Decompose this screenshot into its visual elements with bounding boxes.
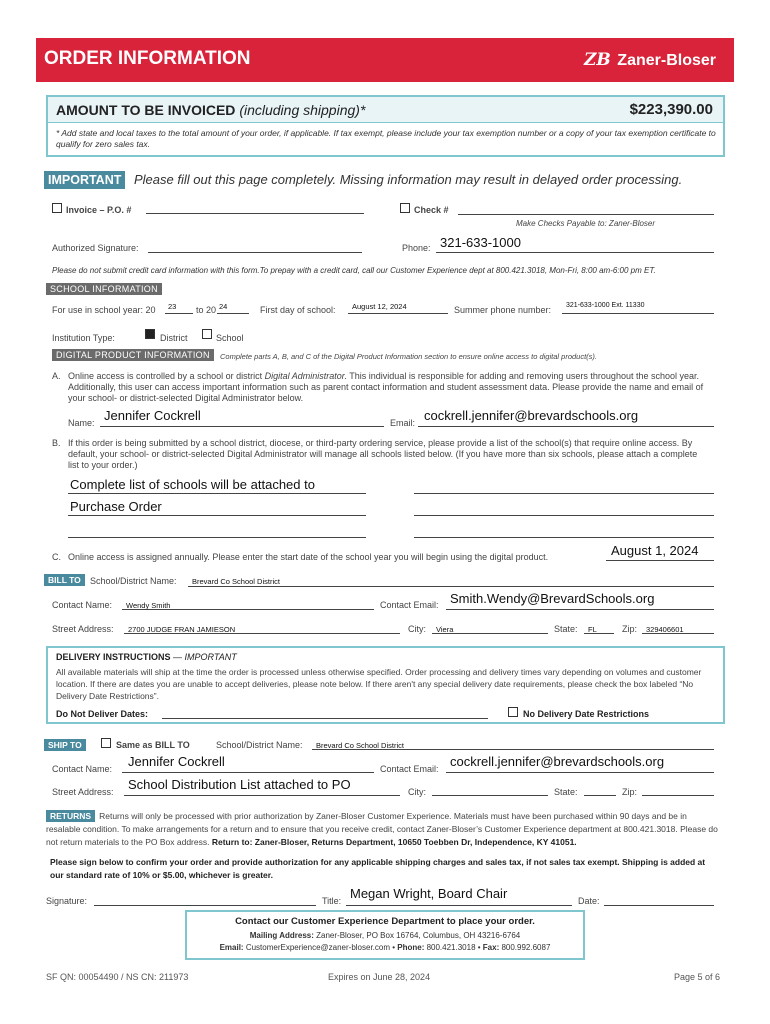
- important-text: Please fill out this page completely. Missing information may result in delayed order processing.: [134, 172, 683, 187]
- returns-text: [46, 810, 718, 849]
- bill-street-value: 2700 JUDGE FRAN JAMIESON: [128, 625, 236, 634]
- contact-line: [187, 943, 583, 952]
- signature-label: Authorized Signature:: [52, 243, 139, 253]
- school-list-entry-1: Complete list of schools will be attached to: [70, 477, 315, 492]
- district-checkbox[interactable]: [145, 329, 155, 339]
- amount-note: * Add state and local taxes to the total amount of your order, if applicable. If tax exempt, please include your tax exemption number or a copy of your tax exemption certificate to qualify for zero sales tax.: [56, 128, 716, 149]
- admin-name-field[interactable]: [100, 426, 384, 427]
- first-day-field[interactable]: [348, 313, 448, 314]
- part-a-text: [68, 371, 714, 404]
- bill-contact-label: Contact Name:: [52, 600, 113, 610]
- ship-contact-field[interactable]: [122, 772, 374, 773]
- credit-card-note: Please do not submit credit card information with this form.To prepay with a credit card, call our Customer Experience dept at 800.421.3018, Mon-Fri, 8:00 am-6:00 pm ET.: [52, 266, 656, 275]
- part-a-text-em: Digital Administrator.: [264, 371, 347, 381]
- check-label: Check #: [414, 205, 449, 215]
- same-as-bill-checkbox[interactable]: [101, 738, 111, 748]
- returns-text-1: Returns will only be processed with prior authorization by Zaner-Bloser Customer Experience. Materials must have been purchased within 90 days and be in resalable condition. To make arrangements for a return and to ensure that you receive credit, contact Zaner-Bloser’s Customer Experience department at 800.421.3018. Please do not return materials to the PO Box address.: [46, 811, 718, 847]
- part-b-marker: B.: [52, 438, 61, 448]
- ship-contact-value: Jennifer Cockrell: [128, 754, 225, 769]
- bill-email-field[interactable]: [446, 609, 714, 610]
- sep-1: •: [390, 943, 398, 952]
- bill-city-value: Viera: [436, 625, 454, 634]
- ship-city-label: City:: [408, 787, 426, 797]
- bill-email-label: Contact Email:: [380, 600, 439, 610]
- bill-email-value: Smith.Wendy@BrevardSchools.org: [450, 591, 655, 606]
- bill-zip-label: Zip:: [622, 624, 638, 634]
- school-year-from: 23: [168, 302, 177, 311]
- bill-contact-value: Wendy Smith: [126, 601, 171, 610]
- school-year-to-label: to 20: [196, 305, 217, 315]
- school-list-field-1[interactable]: [68, 493, 366, 494]
- summer-phone-label: Summer phone number:: [454, 305, 552, 315]
- mailing-label: Mailing Address:: [249, 931, 314, 940]
- school-info-tag: SCHOOL INFORMATION: [46, 283, 162, 295]
- contact-box: [185, 910, 585, 960]
- part-c-marker: C.: [52, 552, 61, 562]
- part-a-marker: A.: [52, 371, 61, 381]
- no-restrictions-checkbox[interactable]: [508, 707, 518, 717]
- bill-to-tag: BILL TO: [44, 574, 85, 586]
- sep-2: •: [475, 943, 483, 952]
- delivery-box: [46, 646, 725, 724]
- delivery-text: All available materials will ship at the time the order is processed unless otherwise specified. Order processing and delivery times vary depending on volumes and customer location. If there are dates you are unable to accept deliveries, please note below. If there aren't any special delivery date requirements, please check the box labeled “No Delivery Date Restrictions”.: [56, 667, 702, 701]
- bill-state-value: FL: [588, 625, 597, 634]
- bill-city-label: City:: [408, 624, 426, 634]
- school-checkbox[interactable]: [202, 329, 212, 339]
- ship-street-field[interactable]: [124, 795, 400, 796]
- school-list-field-5[interactable]: [68, 537, 366, 538]
- school-list-field-3[interactable]: [68, 515, 366, 516]
- school-list-field-6[interactable]: [414, 537, 714, 538]
- returns-tag: RETURNS: [46, 810, 95, 822]
- no-restrictions-label: No Delivery Date Restrictions: [523, 709, 650, 719]
- district-label: District: [160, 333, 188, 343]
- ship-contact-label: Contact Name:: [52, 764, 113, 774]
- bill-district-label: School/District Name:: [90, 576, 177, 586]
- final-date-label: Date:: [578, 896, 600, 906]
- first-day-label: First day of school:: [260, 305, 336, 315]
- school-list-entry-2: Purchase Order: [70, 499, 162, 514]
- invoice-po-field[interactable]: [146, 213, 364, 214]
- brand-name: Zaner-Bloser: [617, 52, 716, 69]
- payable-note: Make Checks Payable to: Zaner-Bloser: [516, 219, 656, 228]
- bill-zip-value: 329406601: [646, 625, 684, 634]
- bill-state-field[interactable]: [584, 633, 614, 634]
- final-title-value: Megan Wright, Board Chair: [350, 886, 508, 901]
- ship-street-label: Street Address:: [52, 787, 114, 797]
- footer-center: Expires on June 28, 2024: [328, 972, 431, 982]
- admin-email-label: Email:: [390, 418, 416, 428]
- mailing-value: Zaner-Bloser, PO Box 16764, Columbus, OH 43216-6764: [313, 931, 521, 940]
- ship-district-field[interactable]: [312, 749, 714, 750]
- contact-fax-label: Fax:: [482, 943, 500, 952]
- ship-city-field[interactable]: [432, 795, 548, 796]
- admin-name-label: Name:: [68, 418, 95, 428]
- institution-label: Institution Type:: [52, 333, 115, 343]
- same-as-bill-label: Same as BILL TO: [116, 740, 190, 750]
- school-year-from-field[interactable]: [165, 313, 193, 314]
- ship-email-label: Contact Email:: [380, 764, 439, 774]
- contact-email-value[interactable]: CustomerExperience@zaner-bloser.com: [243, 943, 390, 952]
- admin-email-value: cockrell.jennifer@brevardschools.org: [424, 408, 639, 423]
- amount-value: $223,390.00: [629, 101, 713, 118]
- part-b-text: If this order is being submitted by a school district, diocese, or third-party ordering service, please provide a list of the school(s) that require online access. By default, your school- or district-selected Digital Administrator will manage all schools listed below. (If you have more than six schools, please attach a complete list to your order.): [68, 438, 698, 470]
- school-list-field-2[interactable]: [414, 493, 714, 494]
- ship-zip-label: Zip:: [622, 787, 638, 797]
- final-signature-label: Signature:: [46, 896, 88, 906]
- final-signature-field[interactable]: [94, 905, 316, 906]
- school-year-to-field[interactable]: [217, 313, 249, 314]
- school-year-label: For use in school year: 20: [52, 305, 156, 315]
- amount-box: [46, 95, 725, 157]
- important-tag: IMPORTANT: [44, 171, 125, 189]
- delivery-title: [56, 652, 237, 662]
- ship-to-tag: SHIP TO: [44, 739, 86, 751]
- contact-fax-value: 800.992.6087: [499, 943, 551, 952]
- part-a-text-2: This individual is responsible for adding and removing users throughout the school year. Additionally, this user can access important information such as parent contact information and student assessment data. Please provide the name and email of your school- or district-selected Digital Administrator below.: [68, 371, 704, 403]
- phone-label: Phone:: [402, 243, 431, 253]
- amount-row: [48, 97, 723, 123]
- amount-label: [56, 102, 365, 118]
- admin-email-field[interactable]: [418, 426, 714, 427]
- returns-address: Return to: Zaner-Bloser, Returns Department, 10650 Toebben Dr, Independence, KY 41051.: [211, 837, 577, 847]
- check-number-field[interactable]: [458, 214, 714, 215]
- start-date-value: August 1, 2024: [611, 543, 699, 558]
- digital-subtitle: Complete parts A, B, and C of the Digital Product Information section to ensure online access to digital product(s).: [220, 352, 597, 361]
- delivery-title-dash: —: [173, 652, 183, 662]
- footer-right: Page 5 of 6: [674, 972, 721, 982]
- mailing-line: [187, 931, 583, 940]
- bill-state-label: State:: [554, 624, 578, 634]
- ship-email-field[interactable]: [446, 772, 714, 773]
- phone-field[interactable]: [436, 252, 714, 253]
- digital-info-tag: DIGITAL PRODUCT INFORMATION: [52, 349, 214, 361]
- bill-street-field[interactable]: [124, 633, 400, 634]
- school-list-field-4[interactable]: [414, 515, 714, 516]
- ship-district-value: Brevard Co School District: [316, 741, 404, 750]
- bill-city-field[interactable]: [432, 633, 548, 634]
- page-title: ORDER INFORMATION: [44, 48, 251, 69]
- brand-logo: [584, 50, 716, 70]
- check-checkbox[interactable]: [400, 203, 410, 213]
- bill-contact-field[interactable]: [122, 609, 374, 610]
- ship-street-value: School Distribution List attached to PO: [128, 777, 351, 792]
- ship-zip-field[interactable]: [642, 795, 714, 796]
- final-title-label: Title:: [322, 896, 342, 906]
- bill-district-field[interactable]: [188, 586, 714, 587]
- ship-state-label: State:: [554, 787, 578, 797]
- school-year-to: 24: [219, 302, 228, 311]
- header-bar: [36, 38, 734, 82]
- amount-label-italic: (including shipping)*: [239, 102, 366, 118]
- do-not-deliver-label: Do Not Deliver Dates:: [56, 709, 149, 719]
- ship-state-field[interactable]: [584, 795, 616, 796]
- contact-phone-value: 800.421.3018: [424, 943, 476, 952]
- bill-district-value: Brevard Co School District: [192, 577, 280, 586]
- school-label: School: [216, 333, 244, 343]
- bill-zip-field[interactable]: [642, 633, 714, 634]
- admin-name-value: Jennifer Cockrell: [104, 408, 201, 423]
- amount-label-bold: AMOUNT TO BE INVOICED: [56, 102, 236, 118]
- phone-value: 321-633-1000: [440, 235, 521, 250]
- footer-left: SF QN: 00054490 / NS CN: 211973: [46, 972, 189, 982]
- summer-phone-field[interactable]: [562, 313, 714, 314]
- authorized-signature-field[interactable]: [148, 252, 362, 253]
- brand-mark: ZB: [584, 50, 611, 70]
- contact-email-label: Email:: [219, 943, 244, 952]
- do-not-deliver-field[interactable]: [162, 718, 488, 719]
- contact-phone-label: Phone:: [397, 943, 425, 952]
- delivery-title-em: IMPORTANT: [184, 652, 237, 662]
- first-day-value: August 12, 2024: [352, 302, 407, 311]
- final-title-field[interactable]: [346, 905, 572, 906]
- start-date-field[interactable]: [606, 560, 714, 561]
- bill-street-label: Street Address:: [52, 624, 114, 634]
- contact-title: Contact our Customer Experience Department to place your order.: [235, 916, 535, 927]
- final-date-field[interactable]: [604, 905, 714, 906]
- ship-district-label: School/District Name:: [216, 740, 303, 750]
- summer-phone-value: 321-633-1000 Ext. 11330: [566, 302, 645, 309]
- invoice-checkbox[interactable]: [52, 203, 62, 213]
- part-c-text: Online access is assigned annually. Please enter the start date of the school year you will begin using the digital product.: [68, 552, 549, 562]
- sign-note: Please sign below to confirm your order and provide authorization for any applicable shipping charges and sales tax, if not sales tax exempt. Shipping is added at our standard rate of 10% or $5.00, whichever is greater.: [50, 857, 706, 880]
- ship-email-value: cockrell.jennifer@brevardschools.org: [450, 754, 665, 769]
- invoice-label: Invoice – P.O. #: [66, 205, 132, 215]
- part-a-text-1: Online access is controlled by a school or district: [68, 371, 265, 381]
- delivery-title-text: DELIVERY INSTRUCTIONS: [56, 652, 171, 662]
